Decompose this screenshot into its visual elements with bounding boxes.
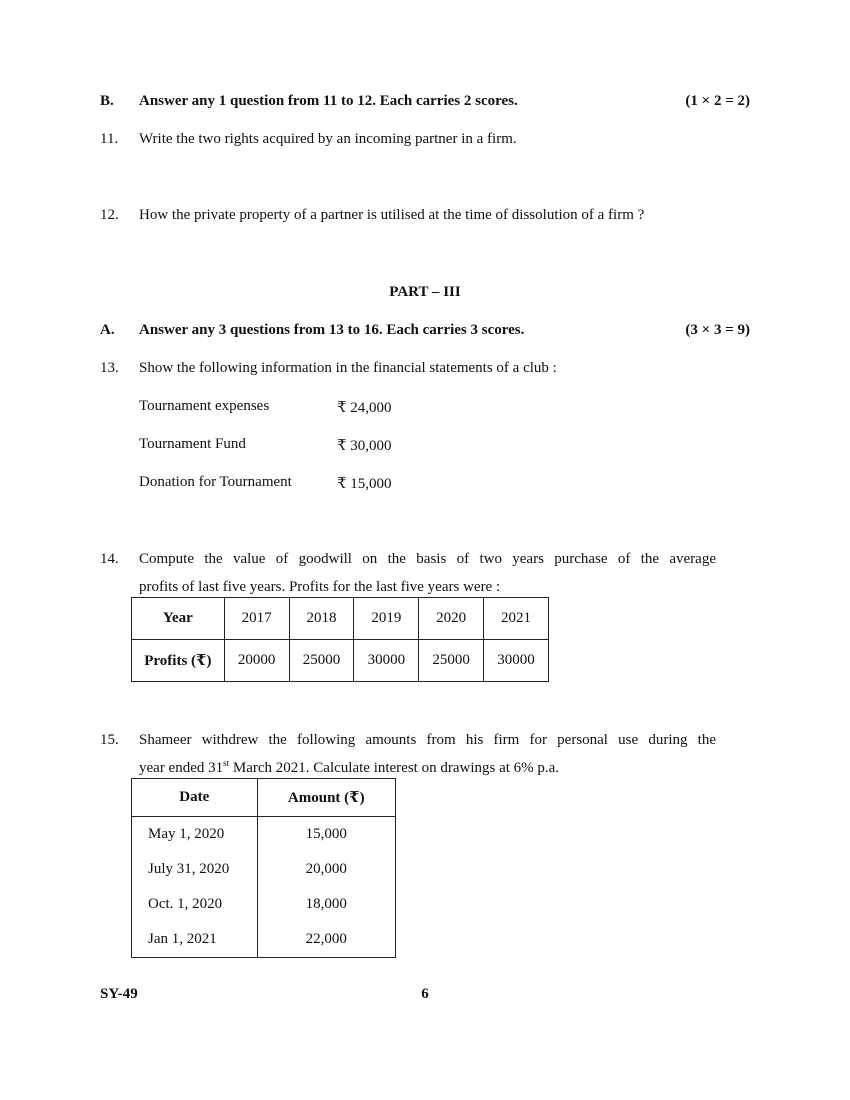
q13-item-label: Donation for Tournament xyxy=(139,474,292,490)
paper-code: SY-49 xyxy=(100,986,138,1002)
table-row xyxy=(132,922,396,958)
q13-number: 13. xyxy=(100,360,119,376)
table-cell: 25000 xyxy=(289,640,354,682)
table-cell: 2019 xyxy=(354,598,419,640)
q12-text: How the private property of a partner is utilised at the time of dissolution of a firm ? xyxy=(139,207,645,223)
q15-line-2-start: year ended 31 xyxy=(139,760,224,776)
section-a-instruction: Answer any 3 questions from 13 to 16. Each carries 3 scores. xyxy=(139,322,525,338)
q13-item-amount: ₹ 15,000 xyxy=(337,476,392,492)
section-a-label: A. xyxy=(100,322,115,338)
section-a-marks: (3 × 3 = 9) xyxy=(685,322,750,338)
table-cell-date: July 31, 2020 xyxy=(132,852,258,887)
q13-item-amount: ₹ 30,000 xyxy=(337,438,392,454)
table-cell-amount: 22,000 xyxy=(257,922,395,958)
q14-number: 14. xyxy=(100,551,119,567)
q14-line-1: Compute the value of goodwill on the basis of two years purchase of the average xyxy=(139,551,716,567)
table-cell-amount: 20,000 xyxy=(257,852,395,887)
table-header-row xyxy=(132,779,396,817)
q13-item-amount: ₹ 24,000 xyxy=(337,400,392,416)
q15-superscript: st xyxy=(223,758,230,768)
q11-number: 11. xyxy=(100,131,119,147)
table-cell: 25000 xyxy=(419,640,484,682)
q12-number: 12. xyxy=(100,207,119,223)
table-cell: 2021 xyxy=(484,598,549,640)
table-row-header: Profits (₹) xyxy=(132,640,225,682)
q15-number: 15. xyxy=(100,732,119,748)
table-header-date: Date xyxy=(132,779,258,817)
part-title: PART – III xyxy=(389,284,461,300)
section-b-marks: (1 × 2 = 2) xyxy=(685,93,750,109)
table-row xyxy=(132,598,549,640)
table-row xyxy=(132,817,396,853)
table-cell: 2020 xyxy=(419,598,484,640)
q15-line-1: Shameer withdrew the following amounts from his firm for personal use during the xyxy=(139,732,716,748)
table-row xyxy=(132,852,396,887)
table-cell-date: Oct. 1, 2020 xyxy=(132,887,258,922)
q14-profit-table xyxy=(131,597,549,682)
table-header-amount: Amount (₹) xyxy=(257,779,395,817)
table-cell-date: Jan 1, 2021 xyxy=(132,922,258,958)
table-cell-amount: 18,000 xyxy=(257,887,395,922)
q13-item-label: Tournament expenses xyxy=(139,398,270,414)
section-b-instruction: Answer any 1 question from 11 to 12. Each carries 2 scores. xyxy=(139,93,518,109)
q13-item-label: Tournament Fund xyxy=(139,436,246,452)
table-cell: 30000 xyxy=(354,640,419,682)
table-cell: 2017 xyxy=(224,598,289,640)
table-cell-date: May 1, 2020 xyxy=(132,817,258,853)
table-row xyxy=(132,887,396,922)
table-cell: 2018 xyxy=(289,598,354,640)
table-row-header: Year xyxy=(132,598,225,640)
q15-line-2 xyxy=(139,760,559,777)
q13-text: Show the following information in the financial statements of a club : xyxy=(139,360,557,376)
section-b-label: B. xyxy=(100,93,114,109)
table-cell-amount: 15,000 xyxy=(257,817,395,853)
page-number: 6 xyxy=(421,986,429,1002)
q14-line-2: profits of last five years. Profits for the last five years were : xyxy=(139,579,501,595)
q15-drawings-table xyxy=(131,778,396,958)
q15-line-2-end: March 2021. Calculate interest on drawings at 6% p.a. xyxy=(229,760,560,776)
table-cell: 30000 xyxy=(484,640,549,682)
table-cell: 20000 xyxy=(224,640,289,682)
q11-text: Write the two rights acquired by an incoming partner in a firm. xyxy=(139,131,517,147)
table-row xyxy=(132,640,549,682)
